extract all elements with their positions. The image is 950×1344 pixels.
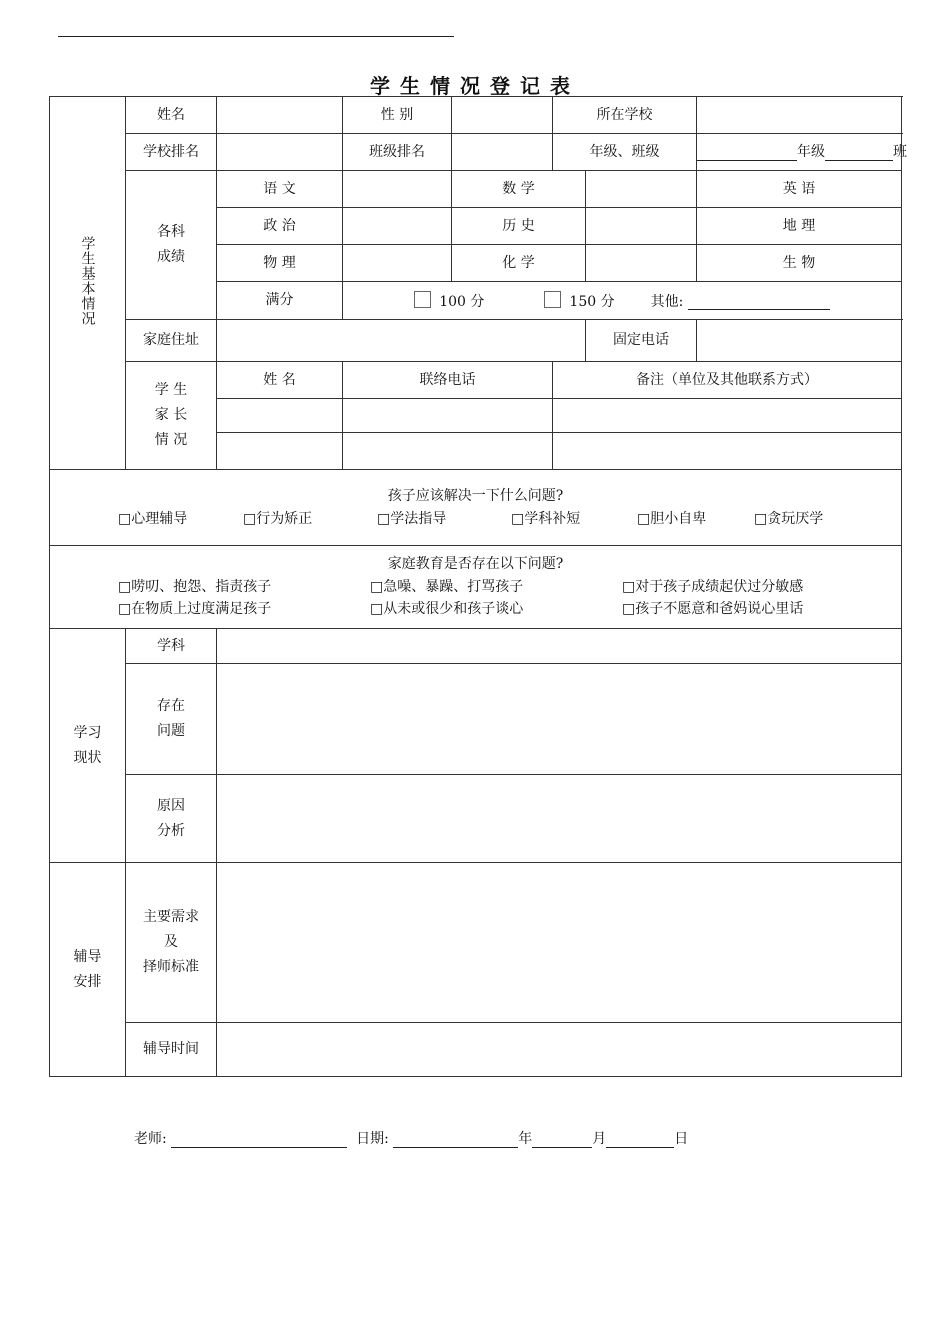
- gender-label: 性 别: [343, 97, 452, 134]
- study-analysis-label: 原因 分析: [157, 797, 185, 839]
- day-label: 日: [674, 1131, 689, 1147]
- class-blank[interactable]: [825, 144, 893, 161]
- parent2-phone-field[interactable]: [343, 433, 553, 470]
- grade-suffix: 年级: [797, 143, 825, 160]
- address-label: 家庭住址: [126, 320, 217, 362]
- option-behavior[interactable]: □行为矫正: [243, 510, 313, 527]
- option-psych[interactable]: □心理辅导: [118, 510, 188, 527]
- name-label: 姓名: [126, 97, 217, 134]
- class-rank-field[interactable]: [452, 134, 553, 171]
- family-option-no-talk[interactable]: □从未或很少和孩子谈心: [370, 600, 524, 617]
- family-option-no-share[interactable]: □孩子不愿意和爸妈说心里话: [622, 600, 804, 617]
- registration-form: [49, 96, 907, 1075]
- needs-section: [126, 863, 217, 1023]
- score-physics[interactable]: [343, 245, 452, 282]
- student-basic-section: [50, 97, 126, 470]
- parent2-name-field[interactable]: [217, 433, 343, 470]
- subject-math: 数 学: [452, 171, 586, 208]
- family-option-temper[interactable]: □急噪、暴躁、打骂孩子: [370, 579, 524, 596]
- address-field[interactable]: [217, 320, 586, 362]
- class-suffix: 班: [893, 143, 907, 160]
- study-issues-section: [126, 664, 217, 775]
- student-basic-label: 学生基本情况: [79, 235, 96, 326]
- grade-blank[interactable]: [697, 144, 797, 161]
- other-label: 其他:: [650, 293, 684, 310]
- study-subject-label: 学科: [126, 629, 217, 664]
- option-subject[interactable]: □学科补短: [511, 510, 581, 527]
- checkbox-150[interactable]: [544, 291, 561, 308]
- arrangement-section: [50, 863, 126, 1077]
- class-rank-label: 班级排名: [343, 134, 452, 171]
- full-score-label: 满分: [217, 282, 343, 320]
- grade-class-label: 年级、班级: [553, 134, 697, 171]
- option-timid[interactable]: □胆小自卑: [637, 510, 707, 527]
- study-issues-field[interactable]: [217, 664, 902, 775]
- header-rule: [58, 36, 454, 37]
- subject-chemistry: 化 学: [452, 245, 586, 282]
- scores-label: 各科 成绩: [157, 224, 185, 265]
- signature-footer: [134, 1128, 688, 1148]
- child-problems-question: 孩子应该解决一下什么问题?: [387, 487, 564, 504]
- needs-field[interactable]: [217, 863, 902, 1023]
- subject-biology: 生 物: [697, 245, 902, 282]
- parent-name-header: 姓 名: [217, 362, 343, 399]
- time-field[interactable]: [217, 1023, 902, 1077]
- score-chemistry[interactable]: [586, 245, 697, 282]
- score-history[interactable]: [586, 208, 697, 245]
- school-rank-label: 学校排名: [126, 134, 217, 171]
- teacher-label: 老师:: [134, 1131, 167, 1147]
- option-100-label: 100 分: [439, 293, 485, 310]
- other-blank[interactable]: [688, 293, 830, 310]
- study-section: [50, 629, 126, 863]
- subject-chinese: 语 文: [217, 171, 343, 208]
- family-option-nagging[interactable]: □唠叨、抱怨、指责孩子: [118, 579, 272, 596]
- full-score-options: [343, 282, 902, 320]
- name-field[interactable]: [217, 97, 343, 134]
- month-label: 月: [592, 1131, 607, 1147]
- day-blank[interactable]: [606, 1131, 674, 1148]
- family-issues-section: [50, 546, 902, 629]
- score-math[interactable]: [586, 171, 697, 208]
- study-analysis-field[interactable]: [217, 775, 902, 863]
- school-field[interactable]: [697, 97, 902, 134]
- subject-physics: 物 理: [217, 245, 343, 282]
- teacher-blank[interactable]: [171, 1131, 347, 1148]
- parents-label: 学 生 家 长 情 况: [154, 382, 188, 448]
- grade-class-field[interactable]: [697, 134, 907, 171]
- child-problems-section: [50, 470, 902, 546]
- study-label: 学习 现状: [73, 724, 102, 766]
- subject-geography: 地 理: [697, 208, 902, 245]
- subject-politics: 政 治: [217, 208, 343, 245]
- family-issues-options: [50, 579, 901, 618]
- phone-label: 固定电话: [586, 320, 697, 362]
- year-blank[interactable]: [393, 1131, 518, 1148]
- year-label: 年: [518, 1131, 533, 1147]
- gender-field[interactable]: [452, 97, 553, 134]
- option-150-label: 150 分: [569, 293, 615, 310]
- parent2-notes-field[interactable]: [553, 433, 902, 470]
- study-issues-label: 存在 问题: [157, 698, 185, 739]
- subject-english: 英 语: [697, 171, 902, 208]
- parent1-phone-field[interactable]: [343, 399, 553, 433]
- school-rank-field[interactable]: [217, 134, 343, 171]
- subject-history: 历 史: [452, 208, 586, 245]
- study-analysis-section: [126, 775, 217, 863]
- score-politics[interactable]: [343, 208, 452, 245]
- arrangement-label: 辅导 安排: [73, 948, 102, 990]
- phone-field[interactable]: [697, 320, 902, 362]
- family-option-sensitive[interactable]: □对于孩子成绩起伏过分敏感: [622, 579, 804, 596]
- date-label: 日期:: [356, 1131, 389, 1147]
- option-method[interactable]: □学法指导: [377, 510, 447, 527]
- score-chinese[interactable]: [343, 171, 452, 208]
- parents-section: [126, 362, 217, 470]
- study-subject-field[interactable]: [217, 629, 902, 664]
- family-issues-question: 家庭教育是否存在以下问题?: [387, 556, 564, 573]
- child-problems-options: [50, 511, 901, 528]
- checkbox-100[interactable]: [414, 291, 431, 308]
- school-label: 所在学校: [553, 97, 697, 134]
- parent-phone-header: 联络电话: [343, 362, 553, 399]
- option-playful[interactable]: □贪玩厌学: [754, 510, 824, 527]
- parent1-name-field[interactable]: [217, 399, 343, 433]
- month-blank[interactable]: [532, 1131, 592, 1148]
- page-title: 学生情况登记表: [370, 74, 580, 98]
- family-option-material[interactable]: □在物质上过度满足孩子: [118, 600, 272, 617]
- parent-notes-header: 备注（单位及其他联系方式）: [553, 362, 902, 399]
- scores-section: [126, 171, 217, 320]
- needs-label: 主要需求 及 择师标准: [143, 909, 199, 975]
- parent1-notes-field[interactable]: [553, 399, 902, 433]
- time-label: 辅导时间: [126, 1023, 217, 1077]
